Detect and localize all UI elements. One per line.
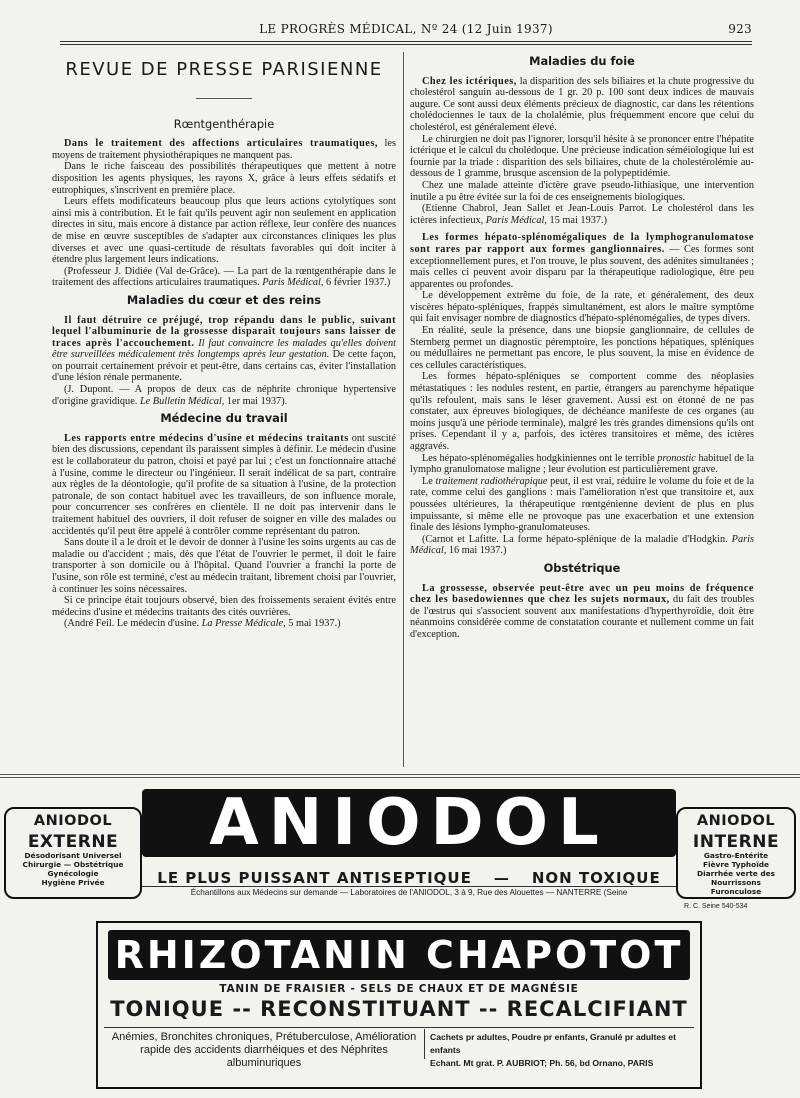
lead-text: Dans le traitement des affections articulaires traumatiques, xyxy=(64,138,378,150)
interne-brand: ANIODOL xyxy=(696,813,776,829)
paragraph xyxy=(410,583,754,641)
rhizotanin-composition: TANIN DE FRAISIER - SELS DE CHAUX ET DE MAGNÉSIE xyxy=(219,983,579,995)
ref-date: 5 mai 1937.) xyxy=(285,618,341,630)
rhizotanin-brand: RHIZOTANIN CHAPOTOT xyxy=(114,933,684,977)
aniodol-slogan xyxy=(142,869,676,887)
paragraph: Les formes hépato-spléniques se comportent comme des néoplasies métastatiques : les nodules restent, en partie, étrangers au parenchyme hépatique qu'ils refoulent, mais sans le léser gravement. Aussi est on étonné de ne pas constater, aux épreuves biologiques, de déchéance manifeste de ces organes (au moins jusqu'à une période terminale), malgré les très grandes dimensions qu'ils ont prises. Cependant il y a, parfois, des ictères transitoires et même, des ictères aggravés. xyxy=(410,371,754,452)
body-text: du fait des troubles de l'œstrus qui s'associent souvent aux manifestations d'hyperthyroïdie, doit être néanmoins considérée comme de constatation courante et nullement comme un fait d'exception. xyxy=(410,594,754,640)
ref-text: (Professeur J. Didiée (Val de-Grâce). — La part de la rœntgenthérapie dans le traitement des affections articulaires traumatiques. xyxy=(52,265,396,289)
interne-label: INTERNE xyxy=(692,832,780,852)
right-column xyxy=(410,52,754,641)
rhizotanin-advertisement xyxy=(96,921,702,1089)
paragraph xyxy=(52,138,396,161)
paragraph: Chez une malade atteinte d'ictère grave pseudo-lithiasique, une intervention inutile a pu être évitée sur la foi de ces enseignements biologiques. xyxy=(410,179,754,203)
ref-journal: Paris Médical, xyxy=(410,533,754,557)
lead-text: Chez les ictériques, xyxy=(422,75,517,87)
paragraph xyxy=(410,476,754,534)
reference xyxy=(52,618,396,630)
journal-title: LE PROGRÈS MÉDICAL, Nº 24 (12 Juin 1937) xyxy=(259,22,553,36)
paragraph: Leurs effets modificateurs beaucoup plus que leurs actions cytolytiques sont ainsi mis à contribution. Et le fait qu'ils peuvent agir non seulement en application directes in situ, mais encore à distance par action réflexe, leur confère des nuances de mise en œuvre susceptibles de s'adapter aux circonstances cliniques les plus diverses et avec une quasi-certitude de résultats favorables qui doit inciter à étendre plus largement leurs indications. xyxy=(52,196,396,266)
title-rule xyxy=(196,98,252,99)
left-column xyxy=(52,52,396,630)
slogan-separator: — xyxy=(493,869,510,887)
interne-line: Fièvre Typhoïde xyxy=(702,860,770,869)
registre-commerce: R. C. Seine 540-534 xyxy=(684,903,748,910)
ref-date: 15 mai 1937.) xyxy=(546,214,608,226)
paragraph: Si ce principe était toujours observé, bien des froissements seraient évités entre médecins d'usine et médecins traitants des cités ouvrières. xyxy=(52,595,396,618)
ref-text: (André Feil. Le médecin d'usine. xyxy=(64,618,202,630)
lead-text: La grossesse, observée peut-être avec un peu moins de fréquence chez les basedowiennes que chez les sujets normaux, xyxy=(410,582,754,606)
samples-address: Echant. Mt grat. P. AUBRIOT; Ph. 56, bd Ornano, PARIS xyxy=(430,1058,654,1068)
externe-brand: ANIODOL xyxy=(33,813,113,829)
body-text: De cette façon, on pourrait certainement prévoir et peut-être, dans certains cas, éviter l'installation d'une lésion rénale permanente. xyxy=(52,349,397,384)
section-title-roentgen: Rœntgenthérapie xyxy=(173,116,275,131)
aniodol-samples-line: Échantillons aux Médecins sur demande — Laboratoires de l'ANIODOL, 3 à 9, Rue des Alouettes — NANTERRE (Seine xyxy=(190,888,628,897)
paragraph: Le développement extrême du foie, de la rate, et généralement, des deux viscères hépato-spléniques, frappés simultanément, est alors le maître symptôme qui fait envisager nombre de diagnostics d'hépato-splénomégalies, de types divers. xyxy=(410,290,754,325)
externe-line: Chirurgie — Obstétrique xyxy=(22,860,124,869)
slogan-part-b: NON TOXIQUE xyxy=(531,869,661,887)
aniodol-advertisement xyxy=(0,785,800,913)
italic-text: Il faut convaincre les malades qu'elles doivent être surveillées médicalement très longtemps après leur gestation. xyxy=(52,337,396,361)
ref-date: 1er mai 1937). xyxy=(224,395,288,407)
externe-line: Gynécologie xyxy=(47,869,99,878)
ref-text: (J. Dupont. — A propos de deux cas de néphrite chronique hypertensive d'origine gravidique. xyxy=(52,384,396,407)
paragraph: En réalité, seule la présence, dans une biopsie ganglionnaire, de cellules de Sternberg permet un diagnostic péremptoire, les ponctions hépatiques, spléniques ou médullaires ne permettant pas encore, le plus souvent, la mise en évidence de ces cellules caractéristiques. xyxy=(410,325,754,371)
italic-text: pronostic xyxy=(657,452,696,464)
body-text: les moyens de traitement physiothérapiques ne manquent pas. xyxy=(52,138,396,161)
revue-title: REVUE DE PRESSE PARISIENNE xyxy=(65,59,383,80)
section-title-coeur-reins: Maladies du cœur et des reins xyxy=(126,292,322,307)
ref-journal: Le Bulletin Médical, xyxy=(139,395,225,407)
ref-text: (Carnot et Lafitte. La forme hépato-splénique de la maladie d'Hodgkin. xyxy=(422,533,732,545)
ref-journal: La Presse Médicale, xyxy=(201,618,286,630)
body-text: habituel de la lympho granulomatose maligne ; leur évolution est particulièrement grave. xyxy=(410,452,754,476)
externe-label: EXTERNE xyxy=(27,832,119,852)
ref-date: 6 février 1937.) xyxy=(323,277,391,289)
body-text: Le xyxy=(422,475,436,487)
externe-line: Désodorisant Universel xyxy=(24,851,122,860)
slogan-part-a: LE PLUS PUISSANT ANTISEPTIQUE xyxy=(157,869,472,887)
body-text: ont suscité bien des discussions, cependant ils paraissent simples à définir. Le médecin d'usine est le collaborateur du patron, choisi et payé par lui ; c'est un fonctionnaire attaché à l'usine, comme le directeur ou l'ingénieur. Il serait indélicat de sa part, contraire aux règles de la déontologie, qu'il profite de sa situation à l'usine, de la protection patronale, de son contact habituel avec les travailleurs, de son influence morale, pour concurrencer ses confrères en clientèle. Il ne doit pas intervenir dans le traitement habituel des ouvriers, il doit refuser de soigner en ville des malades ou accidentés qu'il peut être appelé à contrôler comme représentant du patron. xyxy=(52,432,396,537)
lead-text: Les rapports entre médecins d'usine et médecins traitants xyxy=(64,432,349,444)
reference xyxy=(410,203,754,226)
header-rule xyxy=(60,41,752,42)
rhizotanin-divider xyxy=(424,1029,425,1059)
body-text: peut, il est vrai, réduire le volume du foie et de la rate, comme celui des ganglions : mais l'amélioration n'est que transitoire et, aux poussées ultérieures, la thérapeutique rœntgénienne devient de plus en plus impuissante, si même elle ne provoque pas une exacerbation et une extension finale des lésions lympho-granulomateuses. xyxy=(410,475,755,534)
section-title-obstetrique: Obstétrique xyxy=(543,560,621,575)
paragraph xyxy=(410,232,754,290)
interne-line: Diarrhée verte des Nourrissons xyxy=(696,869,776,887)
rhizotanin-indications: Anémies, Bronchites chroniques, Prétuberculose, Amélioration rapide des accidents diarrhéiques et des Néphrites albuminuriques xyxy=(111,1031,417,1069)
aniodol-interne-box xyxy=(676,807,796,899)
ref-text: (Etienne Chabrol, Jean Sallet et Jean-Louis Parrot. Le cholestérol dans les ictères infectieux, xyxy=(410,203,754,226)
ad-separator-top xyxy=(0,774,800,775)
aniodol-brand: ANIODOL xyxy=(209,786,609,860)
page-number: 923 xyxy=(728,22,752,36)
body-text: Les hépato-splénomégalies hodgkiniennes ont le terrible xyxy=(422,452,658,464)
ref-date: 16 mai 1937.) xyxy=(446,545,507,557)
aniodol-externe-box xyxy=(4,807,142,899)
italic-text: traitement radiothérapique xyxy=(435,475,548,487)
header-rule-second xyxy=(60,44,752,45)
column-divider xyxy=(403,52,404,767)
paragraph xyxy=(410,76,754,134)
rhizotanin-rule xyxy=(104,1027,694,1028)
ref-journal: Paris Médical, xyxy=(485,214,547,226)
paragraph: Dans le riche faisceau des possibilités thérapeutiques que mettent à notre disposition les agents physiques, les rayons X, grâce à leurs effets sédatifs et eutrophiques, s'inscrivent en première place. xyxy=(52,161,396,196)
section-title-foie: Maladies du foie xyxy=(529,54,635,68)
interne-line: Furonculose xyxy=(710,887,762,896)
reference xyxy=(52,266,396,289)
paragraph: Sans doute il a le droit et le devoir de donner à l'usine les soins urgents au cas de maladie ou d'accident ; mais, dès que l'état de l'ouvrier le permet, il doit le faire transporter à son domicile ou à l'hôpital. Quand l'ouvrier a franchi la porte de l'usine, son rôle est terminé, c'est au médecin traitant, librement choisi par l'ouvrier, à continuer les soins nécessaires. xyxy=(52,537,396,595)
externe-line: Hygiène Privée xyxy=(41,878,105,887)
reference xyxy=(410,534,754,557)
forms-line: Cachets pr adultes, Poudre pr enfants, Granulé pr adultes et enfants xyxy=(430,1032,676,1055)
lead-text: Les formes hépato-splénomégaliques de la lymphogranulomatose sont rares par rapport aux formes ganglionnaires. xyxy=(410,232,754,255)
section-title-medecine-travail: Médecine du travail xyxy=(160,411,288,426)
ref-journal: Paris Médical, xyxy=(262,277,324,289)
lead-text: Il faut détruire ce préjugé, trop répandu dans le public, suivant lequel l'albuminurie de la grossesse disparaît toujours sans laisser de traces après l'accouchement. xyxy=(52,314,396,349)
slogan-rule xyxy=(142,886,676,887)
running-header xyxy=(60,22,752,42)
paragraph xyxy=(410,453,754,476)
paragraph xyxy=(52,433,396,537)
rhizotanin-forms xyxy=(430,1031,696,1070)
body-text: — Ces formes sont exceptionnellement pures, et l'on trouve, le plus souvent, des adénites simultanées ; mais celles ci peuvent avoir disparu par la thérapeutique radiologique, être peu apparentes ou profondes. xyxy=(410,243,754,290)
interne-line: Gastro-Entérite xyxy=(703,851,769,860)
ad-separator-top-second xyxy=(0,777,800,778)
reference xyxy=(52,384,396,407)
body-text: la disparition des sels biliaires et la chute progressive du cholestérol sanguin au-dessous de 1 gr. 20 p. 100 sont deux indices de mauvais augure. Ce sont aussi deux éléments précieux de diagnostic, car dans les rétentions cholédociennes le taux de la cholalémie, plus fréquemment encore que celui du cholestérol, est généralement élevé. xyxy=(410,75,755,133)
paragraph xyxy=(52,315,396,385)
paragraph: Le chirurgien ne doit pas l'ignorer, lorsqu'il hésite à se prononcer entre l'hépatite ictérique et le calcul du cholédoque. Une précieuse indication séméiologique lui est fournie par la triade : disparition des sels biliaires, chute de la cholestérolémie au-dessous de 1 gramme, brusque ascension de la polypeptidémie. xyxy=(410,133,754,180)
rhizotanin-claims: TONIQUE -- RECONSTITUANT -- RECALCIFIANT xyxy=(110,997,688,1021)
